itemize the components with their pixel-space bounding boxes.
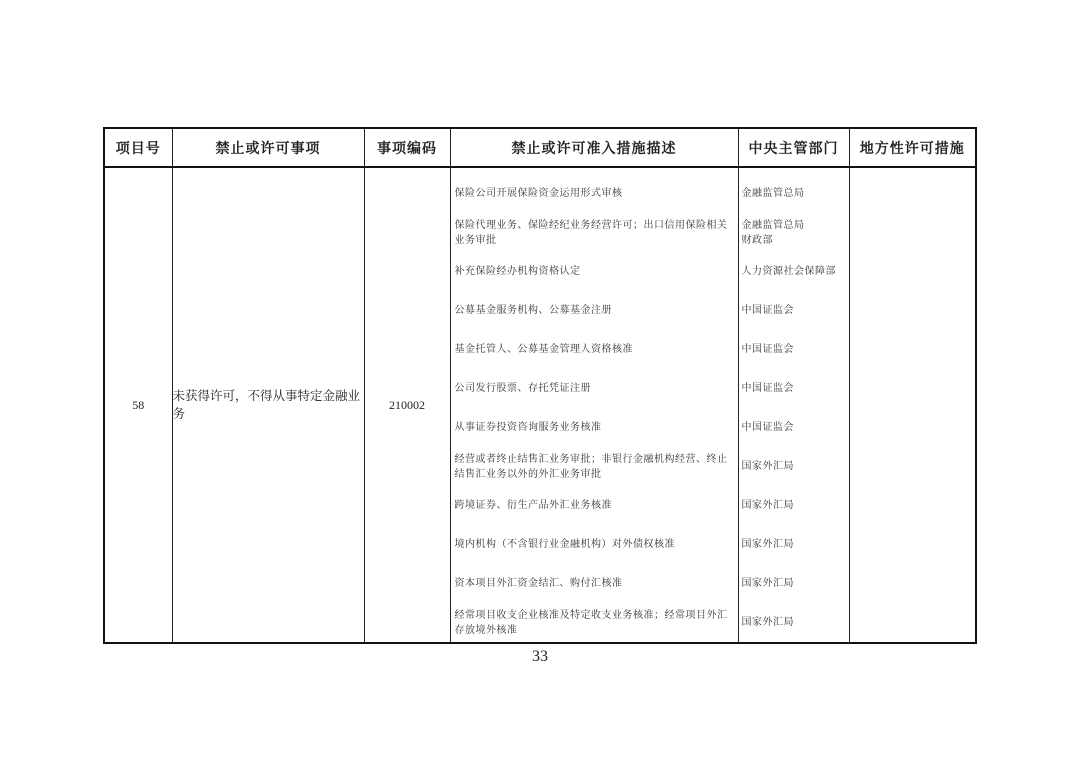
measure-description: 保险代理业务、保险经纪业务经营许可；出口信用保险相关业务审批 [454, 219, 728, 246]
measure-description: 资本项目外汇资金结汇、购付汇核准 [454, 578, 623, 589]
header-item-name: 禁止或许可事项 [172, 128, 364, 167]
measure-description: 经营或者终止结售汇业务审批；非银行金融机构经营、终止结售汇业务以外的外汇业务审批 [454, 453, 728, 480]
permit-table [103, 127, 977, 644]
item-number: 58 [104, 167, 172, 643]
central-department: 人力资源社会保障部 [741, 266, 836, 277]
header-item-code: 事项编码 [364, 128, 450, 167]
central-department: 国家外汇局 [741, 578, 794, 589]
measure-description: 从事证券投资咨询服务业务核准 [454, 422, 602, 433]
measure-description-column [450, 167, 738, 643]
central-department-list [739, 168, 849, 642]
item-code: 210002 [364, 167, 450, 643]
central-department: 国家外汇局 [741, 461, 794, 472]
measure-description: 经常项目收支企业核准及特定收支业务核准；经常项目外汇存放境外核准 [454, 609, 728, 636]
central-department: 国家外汇局 [741, 500, 794, 511]
table-row [104, 167, 976, 643]
header-central-department: 中央主管部门 [738, 128, 849, 167]
central-department: 中国证监会 [741, 383, 794, 394]
measure-description: 跨境证券、衍生产品外汇业务核准 [454, 500, 612, 511]
central-department: 金融监管总局 [741, 188, 805, 199]
page-number: 33 [532, 648, 548, 665]
header-measure-description: 禁止或许可准入措施描述 [450, 128, 738, 167]
measure-description: 基金托管人、公募基金管理人资格核准 [454, 344, 633, 355]
measure-description: 境内机构（不含银行业金融机构）对外债权核准 [454, 539, 675, 550]
central-department: 国家外汇局 [741, 617, 794, 628]
central-department: 中国证监会 [741, 422, 794, 433]
local-measure [849, 167, 976, 643]
measure-description: 公司发行股票、存托凭证注册 [454, 383, 591, 394]
item-name: 未获得许可，不得从事特定金融业务 [172, 167, 364, 643]
measure-description: 补充保险经办机构资格认定 [454, 266, 581, 277]
measure-description: 公募基金服务机构、公募基金注册 [454, 305, 612, 316]
header-item-number: 项目号 [104, 128, 172, 167]
central-department-column [738, 167, 849, 643]
measure-description: 保险公司开展保险资金运用形式审核 [454, 188, 623, 199]
central-department: 中国证监会 [741, 305, 794, 316]
measure-description-list [451, 168, 738, 642]
header-local-measure: 地方性许可措施 [849, 128, 976, 167]
central-department: 金融监管总局 财政部 [741, 219, 805, 246]
central-department: 中国证监会 [741, 344, 794, 355]
central-department: 国家外汇局 [741, 539, 794, 550]
header-row [104, 128, 976, 167]
